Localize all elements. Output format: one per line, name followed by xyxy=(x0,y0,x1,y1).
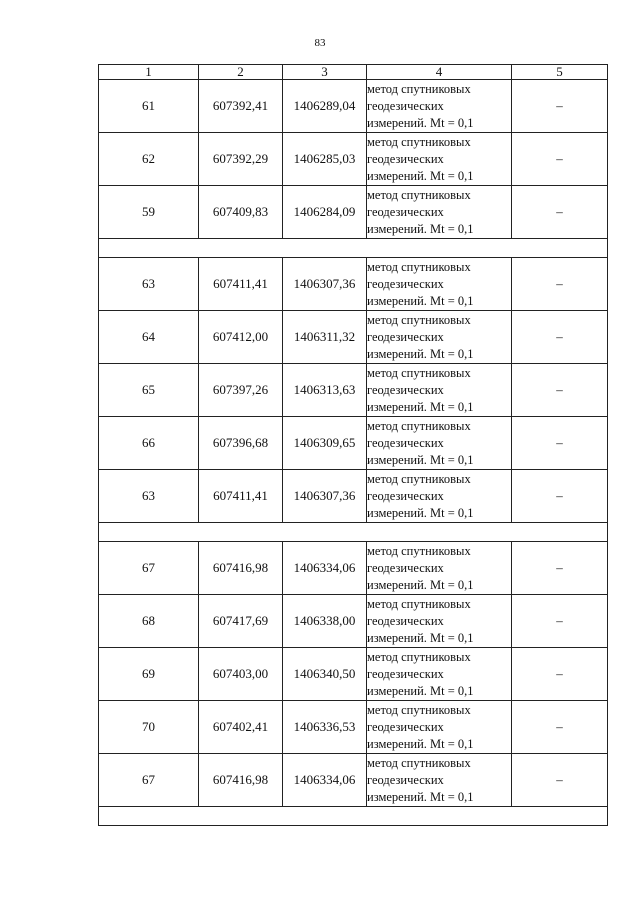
method-cell xyxy=(367,595,512,648)
method-text-line: измерений. Mt = 0,1 xyxy=(367,736,474,751)
method-text-line: геодезических xyxy=(367,488,444,503)
method-text-line: метод спутниковых xyxy=(367,755,471,770)
column-header: 5 xyxy=(512,65,608,80)
table-body xyxy=(99,80,608,826)
note-cell: – xyxy=(512,186,608,239)
table-row xyxy=(99,186,608,239)
method-text-line: метод спутниковых xyxy=(367,81,471,96)
method-text-line: метод спутниковых xyxy=(367,702,471,717)
note-cell: – xyxy=(512,648,608,701)
x-coordinate-cell: 607403,00 xyxy=(199,648,283,701)
method-cell xyxy=(367,701,512,754)
method-cell xyxy=(367,754,512,807)
x-coordinate-cell: 607397,26 xyxy=(199,364,283,417)
note-cell: – xyxy=(512,542,608,595)
point-number-cell: 59 xyxy=(99,186,199,239)
point-number-cell: 64 xyxy=(99,311,199,364)
table-row xyxy=(99,417,608,470)
point-number-cell: 62 xyxy=(99,133,199,186)
method-text-line: метод спутниковых xyxy=(367,134,471,149)
x-coordinate-cell: 607416,98 xyxy=(199,542,283,595)
method-cell xyxy=(367,417,512,470)
x-coordinate-cell: 607409,83 xyxy=(199,186,283,239)
note-cell: – xyxy=(512,258,608,311)
y-coordinate-cell: 1406336,53 xyxy=(283,701,367,754)
y-coordinate-cell: 1406313,63 xyxy=(283,364,367,417)
y-coordinate-cell: 1406284,09 xyxy=(283,186,367,239)
method-text-line: метод спутниковых xyxy=(367,312,471,327)
point-number-cell: 67 xyxy=(99,754,199,807)
method-text-line: геодезических xyxy=(367,98,444,113)
method-text-line: метод спутниковых xyxy=(367,471,471,486)
method-text-line: геодезических xyxy=(367,329,444,344)
method-text-line: геодезических xyxy=(367,772,444,787)
method-text-line: геодезических xyxy=(367,719,444,734)
method-cell xyxy=(367,258,512,311)
separator-cell xyxy=(99,807,608,826)
table-row xyxy=(99,80,608,133)
column-header: 1 xyxy=(99,65,199,80)
note-cell: – xyxy=(512,80,608,133)
method-cell xyxy=(367,80,512,133)
method-text-line: измерений. Mt = 0,1 xyxy=(367,789,474,804)
point-number-cell: 70 xyxy=(99,701,199,754)
method-text-line: метод спутниковых xyxy=(367,365,471,380)
method-text-line: измерений. Mt = 0,1 xyxy=(367,293,474,308)
point-number-cell: 68 xyxy=(99,595,199,648)
x-coordinate-cell: 607396,68 xyxy=(199,417,283,470)
table-row xyxy=(99,754,608,807)
x-coordinate-cell: 607411,41 xyxy=(199,258,283,311)
method-text-line: метод спутниковых xyxy=(367,649,471,664)
note-cell: – xyxy=(512,595,608,648)
table-row xyxy=(99,595,608,648)
table-row xyxy=(99,311,608,364)
group-separator-row xyxy=(99,807,608,826)
y-coordinate-cell: 1406289,04 xyxy=(283,80,367,133)
method-text-line: метод спутниковых xyxy=(367,418,471,433)
table-row xyxy=(99,701,608,754)
x-coordinate-cell: 607392,29 xyxy=(199,133,283,186)
table-row xyxy=(99,364,608,417)
method-cell xyxy=(367,648,512,701)
separator-cell xyxy=(99,239,608,258)
y-coordinate-cell: 1406334,06 xyxy=(283,754,367,807)
y-coordinate-cell: 1406340,50 xyxy=(283,648,367,701)
y-coordinate-cell: 1406309,65 xyxy=(283,417,367,470)
table-row xyxy=(99,648,608,701)
note-cell: – xyxy=(512,133,608,186)
point-number-cell: 66 xyxy=(99,417,199,470)
method-text-line: метод спутниковых xyxy=(367,259,471,274)
method-text-line: измерений. Mt = 0,1 xyxy=(367,399,474,414)
y-coordinate-cell: 1406334,06 xyxy=(283,542,367,595)
method-text-line: геодезических xyxy=(367,276,444,291)
group-separator-row xyxy=(99,523,608,542)
note-cell: – xyxy=(512,364,608,417)
method-text-line: измерений. Mt = 0,1 xyxy=(367,115,474,130)
method-cell xyxy=(367,186,512,239)
separator-cell xyxy=(99,523,608,542)
method-cell xyxy=(367,364,512,417)
method-text-line: измерений. Mt = 0,1 xyxy=(367,683,474,698)
y-coordinate-cell: 1406285,03 xyxy=(283,133,367,186)
method-text-line: геодезических xyxy=(367,666,444,681)
note-cell: – xyxy=(512,701,608,754)
point-number-cell: 69 xyxy=(99,648,199,701)
method-text-line: геодезических xyxy=(367,613,444,628)
method-text-line: геодезических xyxy=(367,382,444,397)
x-coordinate-cell: 607417,69 xyxy=(199,595,283,648)
x-coordinate-cell: 607411,41 xyxy=(199,470,283,523)
method-text-line: измерений. Mt = 0,1 xyxy=(367,452,474,467)
note-cell: – xyxy=(512,470,608,523)
table-row xyxy=(99,470,608,523)
method-cell xyxy=(367,133,512,186)
point-number-cell: 63 xyxy=(99,258,199,311)
y-coordinate-cell: 1406311,32 xyxy=(283,311,367,364)
column-header: 2 xyxy=(199,65,283,80)
x-coordinate-cell: 607416,98 xyxy=(199,754,283,807)
point-number-cell: 63 xyxy=(99,470,199,523)
method-text-line: измерений. Mt = 0,1 xyxy=(367,346,474,361)
method-text-line: метод спутниковых xyxy=(367,187,471,202)
y-coordinate-cell: 1406338,00 xyxy=(283,595,367,648)
method-text-line: метод спутниковых xyxy=(367,596,471,611)
table-row xyxy=(99,133,608,186)
page-number: 83 xyxy=(314,37,326,49)
group-separator-row xyxy=(99,239,608,258)
table-row xyxy=(99,258,608,311)
table-row xyxy=(99,542,608,595)
point-number-cell: 67 xyxy=(99,542,199,595)
method-cell xyxy=(367,311,512,364)
method-text-line: измерений. Mt = 0,1 xyxy=(367,168,474,183)
point-number-cell: 65 xyxy=(99,364,199,417)
method-cell xyxy=(367,542,512,595)
point-number-cell: 61 xyxy=(99,80,199,133)
method-text-line: геодезических xyxy=(367,560,444,575)
note-cell: – xyxy=(512,417,608,470)
method-text-line: геодезических xyxy=(367,204,444,219)
x-coordinate-cell: 607392,41 xyxy=(199,80,283,133)
header-row xyxy=(99,65,608,80)
method-text-line: измерений. Mt = 0,1 xyxy=(367,630,474,645)
method-text-line: геодезических xyxy=(367,151,444,166)
column-header: 4 xyxy=(367,65,512,80)
method-text-line: измерений. Mt = 0,1 xyxy=(367,577,474,592)
y-coordinate-cell: 1406307,36 xyxy=(283,258,367,311)
method-cell xyxy=(367,470,512,523)
method-text-line: измерений. Mt = 0,1 xyxy=(367,221,474,236)
method-text-line: метод спутниковых xyxy=(367,543,471,558)
note-cell: – xyxy=(512,754,608,807)
method-text-line: геодезических xyxy=(367,435,444,450)
note-cell: – xyxy=(512,311,608,364)
column-header: 3 xyxy=(283,65,367,80)
x-coordinate-cell: 607402,41 xyxy=(199,701,283,754)
coordinates-table xyxy=(98,64,608,826)
y-coordinate-cell: 1406307,36 xyxy=(283,470,367,523)
x-coordinate-cell: 607412,00 xyxy=(199,311,283,364)
method-text-line: измерений. Mt = 0,1 xyxy=(367,505,474,520)
